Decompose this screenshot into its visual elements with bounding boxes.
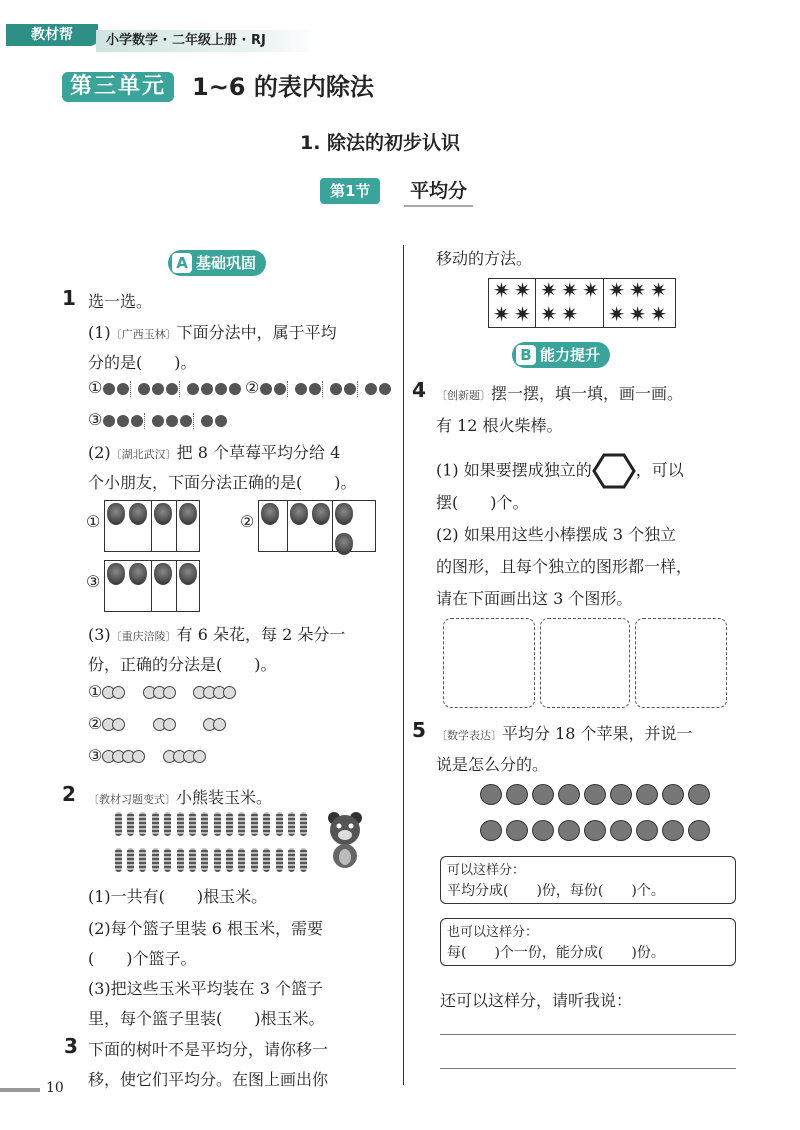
q2-sub2-line2: ( )个篮子。 xyxy=(88,949,197,968)
strawberry-icon xyxy=(154,503,172,525)
strawberry-icon xyxy=(290,503,308,525)
q1-p1-option1 xyxy=(88,378,242,397)
q3-line3: 移动的方法。 xyxy=(436,249,533,268)
q2-sub3-line1: (3)把这些玉米平均装在 3 个篮子 xyxy=(88,979,324,998)
answer-box-1-text: 平均分成( )份，每份( )个。 xyxy=(447,883,665,899)
circle xyxy=(215,415,227,427)
corn-icon xyxy=(251,848,258,872)
strawberry-icon xyxy=(154,563,172,585)
footer-bar xyxy=(0,1088,40,1092)
q1-p3-line1: (3)〔重庆涪陵〕有 6 朵花，每 2 朵分一 xyxy=(88,625,346,644)
grid-cell xyxy=(259,501,288,551)
part-a-text: 基础巩固 xyxy=(196,254,257,272)
strawberry-grid-1 xyxy=(104,500,200,552)
corn-icon xyxy=(115,812,122,836)
apple-icon xyxy=(480,820,502,841)
corn-icon xyxy=(152,812,159,836)
circle xyxy=(180,415,192,427)
leaf-icon: ✷ xyxy=(608,302,626,326)
column-divider xyxy=(403,245,404,1085)
strawberry-icon xyxy=(335,503,353,525)
apple-row-1 xyxy=(478,784,712,809)
apple-icon xyxy=(688,820,710,841)
drawing-area-1[interactable] xyxy=(443,618,535,708)
part-a-label xyxy=(168,250,266,276)
q5-number: 5 xyxy=(412,718,426,742)
circle xyxy=(201,383,213,395)
q2-sub1: (1)一共有( )根玉米。 xyxy=(88,887,268,906)
q2-sub3-line2: 里，每个篮子里装( )根玉米。 xyxy=(88,1009,325,1028)
section-badge: 第1节 xyxy=(320,178,380,204)
circle xyxy=(166,383,178,395)
drawing-area-2[interactable] xyxy=(540,618,630,708)
leaf-icon: ✷ xyxy=(650,302,668,326)
q4-sub1-line2: 摆( )个。 xyxy=(436,493,529,512)
leaf-icon: ✷ xyxy=(540,278,558,302)
corn-icon xyxy=(139,848,146,872)
q5-line2: 说是怎么分的。 xyxy=(436,755,549,774)
q2-source: 〔教材习题变式〕 xyxy=(88,793,176,806)
apple-icon xyxy=(558,784,580,805)
q4-sub1-line1 xyxy=(436,453,684,489)
strawberry-icon xyxy=(107,563,125,585)
corn-icon xyxy=(276,848,283,872)
circle xyxy=(295,383,307,395)
q4-source: 〔创新题〕 xyxy=(436,389,491,402)
hexagon-icon xyxy=(592,453,636,489)
q1-p2-text1: 把 8 个草莓平均分给 4 xyxy=(176,443,341,462)
leaf-icon: ✷ xyxy=(493,278,510,302)
apple-icon xyxy=(532,784,554,805)
lesson-title: 1. 除法的初步认识 xyxy=(300,132,461,154)
circle xyxy=(131,415,143,427)
q3-line2: 移，使它们平均分。在图上画出你 xyxy=(88,1070,329,1089)
q4-sub2-line1: (2) 如果用这些小棒摆成 3 个独立 xyxy=(436,525,677,544)
grid-cell xyxy=(489,279,536,327)
q1-p3-option3 xyxy=(88,746,203,765)
drawing-area-3[interactable] xyxy=(635,618,727,708)
apple-icon xyxy=(506,784,528,805)
bear-icon xyxy=(326,810,364,870)
corn-row xyxy=(112,848,322,876)
q5-text1: 平均分 18 个苹果，并说一 xyxy=(502,724,693,743)
strawberry-icon xyxy=(107,503,125,525)
q1-p2-opt2-marker: ② xyxy=(240,512,255,531)
circle xyxy=(309,383,321,395)
grid-cell xyxy=(152,501,177,551)
page-number: 10 xyxy=(46,1080,64,1096)
grid-cell xyxy=(288,501,333,551)
corn-icon xyxy=(226,848,233,872)
corn-icon xyxy=(214,848,221,872)
q2-number: 2 xyxy=(62,782,76,806)
grid-cell xyxy=(177,501,199,551)
strawberry-icon xyxy=(261,503,279,525)
corn-icon xyxy=(276,812,283,836)
circle xyxy=(330,383,342,395)
strawberry-grid-3 xyxy=(104,560,200,612)
apple-icon xyxy=(688,784,710,805)
circle xyxy=(260,383,272,395)
q1-p1-source: 〔广西玉林〕 xyxy=(110,328,177,341)
corn-icon xyxy=(300,812,307,836)
corn-row xyxy=(112,812,322,840)
q1-p2-line1: (2)〔湖北武汉〕把 8 个草莓平均分给 4 xyxy=(88,443,341,462)
q1-number: 1 xyxy=(62,286,76,310)
circle xyxy=(138,383,150,395)
q4-line2: 有 12 根火柴棒。 xyxy=(436,416,563,435)
q1-p1-option3 xyxy=(88,410,228,429)
strawberry-icon xyxy=(179,563,197,585)
flower-icon xyxy=(132,750,145,763)
grid-cell xyxy=(536,279,604,327)
q4-sub1-text-b: ，可以 xyxy=(635,460,684,480)
q4-number: 4 xyxy=(412,378,426,402)
strawberry-icon xyxy=(335,533,353,555)
corn-icon xyxy=(127,812,134,836)
grid-cell xyxy=(604,279,675,327)
section-name: 平均分 xyxy=(404,176,473,207)
q1-p1-line2: 分的是( )。 xyxy=(88,353,197,372)
q4-sub2-line2: 的图形，且每个独立的图形都一样， xyxy=(436,557,693,576)
option-marker: ③ xyxy=(88,746,103,765)
q1-stem: 选一选。 xyxy=(88,292,153,311)
corn-icon xyxy=(263,848,270,872)
q4-sub1-text-a: (1) 如果要摆成独立的 xyxy=(436,460,592,480)
option-marker: ① xyxy=(88,378,103,397)
strawberry-icon xyxy=(312,503,330,525)
leaf-icon: ✷ xyxy=(561,302,579,326)
circle xyxy=(187,383,199,395)
unit-title: 1~6 的表内除法 xyxy=(192,73,374,101)
q1-p1-text1: 下面分法中，属于平均 xyxy=(176,323,337,342)
leaf-icon: ✷ xyxy=(540,302,558,326)
q4-sub2-line3: 请在下面画出这 3 个图形。 xyxy=(436,589,633,608)
grid-cell xyxy=(333,501,375,551)
corn-icon xyxy=(115,848,122,872)
leaf-icon: ✷ xyxy=(629,278,647,302)
q1-p2-source: 〔湖北武汉〕 xyxy=(110,448,177,461)
leaf-icon: ✷ xyxy=(514,302,531,326)
flower-icon xyxy=(193,750,206,763)
answer-line-2[interactable] xyxy=(440,1068,736,1069)
circle xyxy=(103,415,115,427)
corn-icon xyxy=(201,812,208,836)
circle xyxy=(103,383,115,395)
corn-icon xyxy=(214,812,221,836)
flower-icon xyxy=(163,718,176,731)
apple-icon xyxy=(532,820,554,841)
q1-p3-option1 xyxy=(88,682,233,701)
circle xyxy=(117,415,129,427)
part-b-letter: B xyxy=(516,345,536,365)
q1-p2-opt3-marker: ③ xyxy=(86,572,101,591)
leaf-icon: ✷ xyxy=(561,278,579,302)
q1-p3-line2: 份，正确的分法是( )。 xyxy=(88,655,277,674)
book-title: 小学数学 · 二年级上册 · RJ xyxy=(96,30,316,52)
circle xyxy=(166,415,178,427)
corn-icon xyxy=(288,812,295,836)
corn-icon xyxy=(164,848,171,872)
q4-stem: 摆一摆，填一填，画一画。 xyxy=(491,384,684,403)
corn-icon xyxy=(226,812,233,836)
circle xyxy=(117,383,129,395)
corn-icon xyxy=(300,848,307,872)
corn-icon xyxy=(288,848,295,872)
corn-picture xyxy=(112,812,322,876)
strawberry-icon xyxy=(129,563,147,585)
q1-p2-opt1-marker: ① xyxy=(86,512,101,531)
grid-cell xyxy=(152,561,177,611)
corn-icon xyxy=(238,848,245,872)
q2-sub2-line1: (2)每个篮子里装 6 根玉米，需要 xyxy=(88,919,324,938)
brand-tag: 教材帮 xyxy=(6,24,98,46)
q5-line1 xyxy=(436,721,693,744)
q1-p3-source: 〔重庆涪陵〕 xyxy=(110,630,177,643)
q3-number: 3 xyxy=(64,1034,78,1058)
circle xyxy=(152,383,164,395)
corn-icon xyxy=(152,848,159,872)
leaf-icon: ✷ xyxy=(650,278,668,302)
answer-line-1[interactable] xyxy=(440,1034,736,1035)
leaf-icon: ✷ xyxy=(493,302,510,326)
flower-icon xyxy=(213,718,226,731)
flower-icon xyxy=(112,718,125,731)
apple-row-2 xyxy=(478,820,712,845)
corn-icon xyxy=(177,848,184,872)
circle xyxy=(152,415,164,427)
circle xyxy=(379,383,391,395)
corn-icon xyxy=(139,812,146,836)
q1-p1-line1: (1)〔广西玉林〕下面分法中，属于平均 xyxy=(88,323,337,342)
apple-icon xyxy=(506,820,528,841)
q5-source: 〔数学表达〕 xyxy=(436,729,502,742)
flower-icon xyxy=(223,686,236,699)
apple-icon xyxy=(584,820,606,841)
answer-box-1 xyxy=(440,856,736,904)
part-b-text: 能力提升 xyxy=(540,346,601,364)
unit-badge: 第三单元 xyxy=(62,72,174,102)
apple-icon xyxy=(662,820,684,841)
apple-icon xyxy=(636,784,658,805)
option-marker: ① xyxy=(88,682,103,701)
part-b-label xyxy=(512,342,610,368)
grid-cell xyxy=(105,501,152,551)
corn-icon xyxy=(127,848,134,872)
q5-closing: 还可以这样分，请听我说： xyxy=(440,991,633,1010)
answer-box-2 xyxy=(440,918,736,966)
strawberry-icon xyxy=(129,503,147,525)
apple-icon xyxy=(558,820,580,841)
corn-icon xyxy=(238,812,245,836)
corn-icon xyxy=(189,848,196,872)
circle xyxy=(365,383,377,395)
leaf-icon: ✷ xyxy=(582,278,600,302)
leaf-icon: ✷ xyxy=(629,302,647,326)
flower-icon xyxy=(112,686,125,699)
leaf-icon: ✷ xyxy=(514,278,531,302)
strawberry-grid-2 xyxy=(258,500,376,552)
corn-icon xyxy=(164,812,171,836)
q1-p3-option2 xyxy=(88,714,223,733)
option-marker: ② xyxy=(88,714,103,733)
strawberry-icon xyxy=(179,503,197,525)
corn-icon xyxy=(177,812,184,836)
apple-icon xyxy=(662,784,684,805)
q4-stem-line xyxy=(436,381,683,404)
corn-icon xyxy=(189,812,196,836)
corn-icon xyxy=(251,812,258,836)
apple-icon xyxy=(480,784,502,805)
q2-stem: 小熊装玉米。 xyxy=(176,788,273,807)
apple-icon xyxy=(610,784,632,805)
grid-cell xyxy=(105,561,152,611)
apple-icon xyxy=(636,820,658,841)
answer-box-2-title: 也可以这样分： xyxy=(447,925,539,940)
apple-icon xyxy=(610,820,632,841)
answer-box-2-text: 每( )个一份，能分成( )份。 xyxy=(447,945,665,961)
apple-icon xyxy=(584,784,606,805)
circle xyxy=(229,383,241,395)
circle xyxy=(215,383,227,395)
q3-line1: 下面的树叶不是平均分，请你移一 xyxy=(88,1040,329,1059)
circle xyxy=(344,383,356,395)
corn-icon xyxy=(201,848,208,872)
grid-cell xyxy=(177,561,199,611)
answer-box-1-title: 可以这样分： xyxy=(447,863,526,878)
flower-icon xyxy=(163,686,176,699)
leaf-icon: ✷ xyxy=(608,278,626,302)
leaf-box xyxy=(488,278,676,328)
circle xyxy=(274,383,286,395)
q2-stem-line xyxy=(88,785,272,808)
option-marker: ② xyxy=(245,378,260,397)
q1-p2-line2: 个小朋友，下面分法正确的是( )。 xyxy=(88,473,357,492)
circle xyxy=(201,415,213,427)
q1-p3-text1: 有 6 朵花，每 2 朵分一 xyxy=(176,625,346,644)
part-a-letter: A xyxy=(172,253,192,273)
q1-p1-option2 xyxy=(245,378,392,397)
corn-icon xyxy=(263,812,270,836)
option-marker: ③ xyxy=(88,410,103,429)
